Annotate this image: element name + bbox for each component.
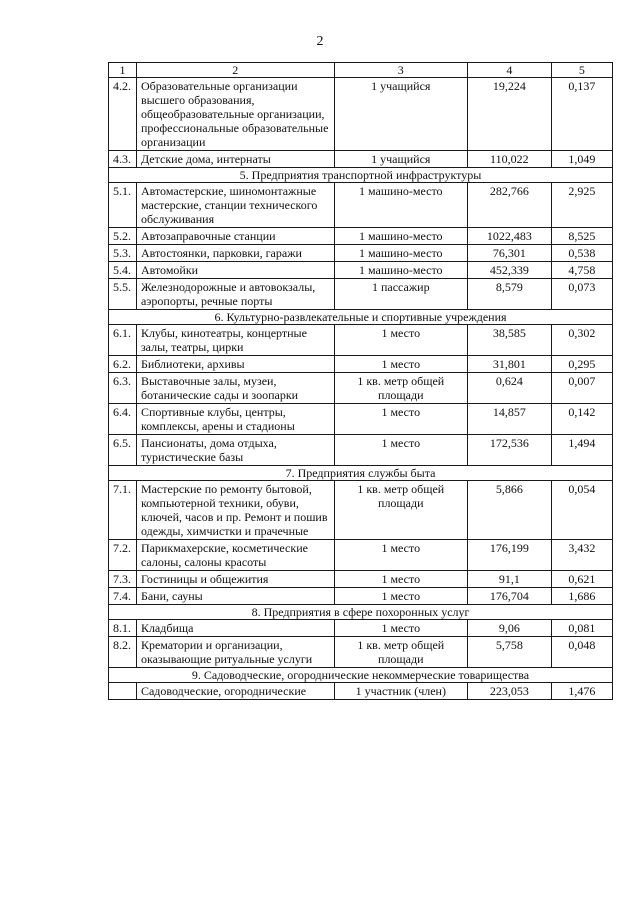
table-row	[109, 435, 613, 466]
table-row	[109, 637, 613, 668]
unit-cell: 1 место	[334, 588, 467, 605]
value-col5-cell: 0,054	[551, 481, 612, 540]
facility-name-cell: Садоводческие, огороднические	[136, 683, 334, 700]
row-number-cell: 5.2.	[109, 228, 137, 245]
unit-cell: 1 место	[334, 435, 467, 466]
row-number-cell: 8.1.	[109, 620, 137, 637]
row-number-cell: 7.2.	[109, 540, 137, 571]
norms-table	[108, 62, 613, 700]
section-title: 6. Культурно-развлекательные и спортивные учреждения	[109, 310, 613, 325]
row-number-cell: 8.2.	[109, 637, 137, 668]
unit-cell: 1 место	[334, 620, 467, 637]
unit-cell: 1 место	[334, 404, 467, 435]
value-col4-cell: 38,585	[467, 325, 551, 356]
row-number-cell: 5.3.	[109, 245, 137, 262]
row-number-cell: 4.2.	[109, 78, 137, 151]
table-row	[109, 78, 613, 151]
unit-cell: 1 кв. метр общей площади	[334, 481, 467, 540]
facility-name-cell: Мастерские по ремонту бытовой, компьютерной техники, обуви, ключей, часов и пр. Ремонт и пошив одежды, химчистки и прачечные	[136, 481, 334, 540]
value-col5-cell: 0,048	[551, 637, 612, 668]
table-row	[109, 571, 613, 588]
section-heading-row	[109, 605, 613, 620]
facility-name-cell: Автомастерские, шиномонтажные мастерские, станции технического обслуживания	[136, 183, 334, 228]
value-col5-cell: 0,302	[551, 325, 612, 356]
unit-cell: 1 машино-место	[334, 245, 467, 262]
facility-name-cell: Клубы, кинотеатры, концертные залы, театры, цирки	[136, 325, 334, 356]
table-row	[109, 262, 613, 279]
facility-name-cell: Бани, сауны	[136, 588, 334, 605]
value-col5-cell: 0,142	[551, 404, 612, 435]
value-col4-cell: 14,857	[467, 404, 551, 435]
row-number-cell: 5.4.	[109, 262, 137, 279]
value-col5-cell: 0,538	[551, 245, 612, 262]
facility-name-cell: Образовательные организации высшего образования, общеобразовательные организации, профессиональные образовательные организации	[136, 78, 334, 151]
section-heading-row	[109, 668, 613, 683]
unit-cell: 1 место	[334, 540, 467, 571]
value-col5-cell: 2,925	[551, 183, 612, 228]
unit-cell: 1 пассажир	[334, 279, 467, 310]
value-col5-cell: 1,049	[551, 151, 612, 168]
value-col4-cell: 176,199	[467, 540, 551, 571]
table-row	[109, 588, 613, 605]
facility-name-cell: Спортивные клубы, центры, комплексы, арены и стадионы	[136, 404, 334, 435]
value-col5-cell: 1,494	[551, 435, 612, 466]
table-row	[109, 540, 613, 571]
value-col4-cell: 19,224	[467, 78, 551, 151]
facility-name-cell: Автостоянки, парковки, гаражи	[136, 245, 334, 262]
table-row	[109, 404, 613, 435]
value-col5-cell: 4,758	[551, 262, 612, 279]
row-number-cell: 6.3.	[109, 373, 137, 404]
value-col4-cell: 1022,483	[467, 228, 551, 245]
unit-cell: 1 участник (член)	[334, 683, 467, 700]
value-col5-cell: 0,007	[551, 373, 612, 404]
value-col5-cell: 8,525	[551, 228, 612, 245]
facility-name-cell: Парикмахерские, косметические салоны, салоны красоты	[136, 540, 334, 571]
value-col4-cell: 9,06	[467, 620, 551, 637]
table-row	[109, 228, 613, 245]
facility-name-cell: Пансионаты, дома отдыха, туристические базы	[136, 435, 334, 466]
header-cell: 4	[467, 63, 551, 78]
header-cell: 5	[551, 63, 612, 78]
value-col5-cell: 0,081	[551, 620, 612, 637]
unit-cell: 1 машино-место	[334, 183, 467, 228]
section-title: 9. Садоводческие, огороднические некоммерческие товарищества	[109, 668, 613, 683]
row-number-cell: 4.3.	[109, 151, 137, 168]
row-number-cell: 6.1.	[109, 325, 137, 356]
row-number-cell: 5.1.	[109, 183, 137, 228]
table-row	[109, 620, 613, 637]
section-heading-row	[109, 466, 613, 481]
table-header-row	[109, 63, 613, 78]
value-col4-cell: 76,301	[467, 245, 551, 262]
row-number-cell: 7.3.	[109, 571, 137, 588]
unit-cell: 1 место	[334, 325, 467, 356]
table-row	[109, 279, 613, 310]
section-title: 7. Предприятия службы быта	[109, 466, 613, 481]
table-row	[109, 683, 613, 700]
facility-name-cell: Крематории и организации, оказывающие ритуальные услуги	[136, 637, 334, 668]
row-number-cell: 6.4.	[109, 404, 137, 435]
section-title: 8. Предприятия в сфере похоронных услуг	[109, 605, 613, 620]
header-cell: 1	[109, 63, 137, 78]
unit-cell: 1 место	[334, 571, 467, 588]
value-col4-cell: 452,339	[467, 262, 551, 279]
table-row	[109, 183, 613, 228]
value-col4-cell: 31,801	[467, 356, 551, 373]
unit-cell: 1 кв. метр общей площади	[334, 373, 467, 404]
value-col4-cell: 282,766	[467, 183, 551, 228]
value-col5-cell: 0,621	[551, 571, 612, 588]
table-body	[109, 63, 613, 700]
table-row	[109, 325, 613, 356]
facility-name-cell: Автомойки	[136, 262, 334, 279]
facility-name-cell: Выставочные залы, музеи, ботанические сады и зоопарки	[136, 373, 334, 404]
value-col4-cell: 176,704	[467, 588, 551, 605]
row-number-cell: 6.2.	[109, 356, 137, 373]
unit-cell: 1 машино-место	[334, 228, 467, 245]
value-col4-cell: 0,624	[467, 373, 551, 404]
section-heading-row	[109, 310, 613, 325]
table-row	[109, 151, 613, 168]
unit-cell: 1 учащийся	[334, 78, 467, 151]
value-col4-cell: 223,053	[467, 683, 551, 700]
facility-name-cell: Гостиницы и общежития	[136, 571, 334, 588]
section-title: 5. Предприятия транспортной инфраструктуры	[109, 168, 613, 183]
facility-name-cell: Железнодорожные и автовокзалы, аэропорты, речные порты	[136, 279, 334, 310]
table-row	[109, 356, 613, 373]
row-number-cell: 5.5.	[109, 279, 137, 310]
table-row	[109, 481, 613, 540]
unit-cell: 1 кв. метр общей площади	[334, 637, 467, 668]
row-number-cell: 6.5.	[109, 435, 137, 466]
value-col5-cell: 0,137	[551, 78, 612, 151]
value-col5-cell: 1,686	[551, 588, 612, 605]
row-number-cell	[109, 683, 137, 700]
value-col4-cell: 172,536	[467, 435, 551, 466]
value-col5-cell: 0,295	[551, 356, 612, 373]
value-col5-cell: 0,073	[551, 279, 612, 310]
value-col4-cell: 91,1	[467, 571, 551, 588]
value-col4-cell: 5,866	[467, 481, 551, 540]
facility-name-cell: Автозаправочные станции	[136, 228, 334, 245]
unit-cell: 1 место	[334, 356, 467, 373]
header-cell: 2	[136, 63, 334, 78]
unit-cell: 1 учащийся	[334, 151, 467, 168]
table-row	[109, 373, 613, 404]
value-col4-cell: 110,022	[467, 151, 551, 168]
section-heading-row	[109, 168, 613, 183]
header-cell: 3	[334, 63, 467, 78]
value-col4-cell: 5,758	[467, 637, 551, 668]
facility-name-cell: Детские дома, интернаты	[136, 151, 334, 168]
unit-cell: 1 машино-место	[334, 262, 467, 279]
row-number-cell: 7.4.	[109, 588, 137, 605]
value-col4-cell: 8,579	[467, 279, 551, 310]
value-col5-cell: 1,476	[551, 683, 612, 700]
table-row	[109, 245, 613, 262]
facility-name-cell: Библиотеки, архивы	[136, 356, 334, 373]
facility-name-cell: Кладбища	[136, 620, 334, 637]
row-number-cell: 7.1.	[109, 481, 137, 540]
value-col5-cell: 3,432	[551, 540, 612, 571]
page-number: 2	[316, 34, 324, 49]
